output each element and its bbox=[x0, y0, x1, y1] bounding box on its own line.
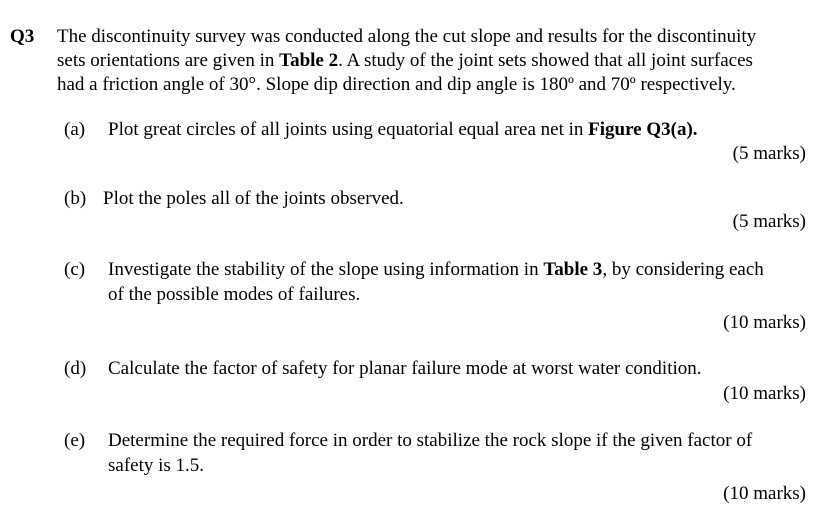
part-d-text: Calculate the factor of safety for planar failure mode at worst water condition. bbox=[108, 358, 702, 379]
part-c-line-1-pre: Investigate the stability of the slope using information in bbox=[108, 259, 544, 280]
table-2-reference: Table 2 bbox=[279, 50, 339, 71]
question-number: Q3 bbox=[10, 26, 35, 47]
part-b-marks: (5 marks) bbox=[732, 211, 806, 232]
intro-line-1: The discontinuity survey was conducted along the cut slope and results for the discontinuity bbox=[57, 26, 757, 47]
part-d-marks: (10 marks) bbox=[723, 383, 806, 404]
part-a-text bbox=[108, 119, 698, 141]
part-e-marks: (10 marks) bbox=[723, 483, 806, 504]
part-c-label: (c) bbox=[64, 259, 86, 280]
part-a-marks: (5 marks) bbox=[732, 143, 806, 164]
part-c-line-1 bbox=[108, 259, 764, 281]
intro-line-2-post: . A study of the joint sets showed that all joint surfaces bbox=[338, 50, 753, 71]
part-c-marks: (10 marks) bbox=[723, 312, 806, 333]
table-3-reference: Table 3 bbox=[543, 259, 603, 280]
part-a-label: (a) bbox=[64, 119, 86, 140]
part-c-line-2: of the possible modes of failures. bbox=[108, 284, 361, 305]
intro-line-2-pre: sets orientations are given in bbox=[57, 50, 280, 71]
figure-q3a-reference: Figure Q3(a). bbox=[588, 119, 698, 140]
intro-line-2 bbox=[57, 50, 753, 72]
part-e-line-1: Determine the required force in order to stabilize the rock slope if the given factor of bbox=[108, 430, 753, 451]
part-d-label: (d) bbox=[64, 358, 87, 379]
part-e-line-2: safety is 1.5. bbox=[108, 455, 205, 476]
part-e-label: (e) bbox=[64, 430, 86, 451]
part-b-text: Plot the poles all of the joints observed. bbox=[103, 188, 404, 209]
intro-line-3: had a friction angle of 30°. Slope dip direction and dip angle is 180º and 70º respectively. bbox=[57, 74, 736, 95]
part-a-text-pre: Plot great circles of all joints using equatorial equal area net in bbox=[108, 119, 589, 140]
part-c-line-1-post: , by considering each bbox=[602, 259, 764, 280]
part-b-label: (b) bbox=[64, 188, 87, 209]
